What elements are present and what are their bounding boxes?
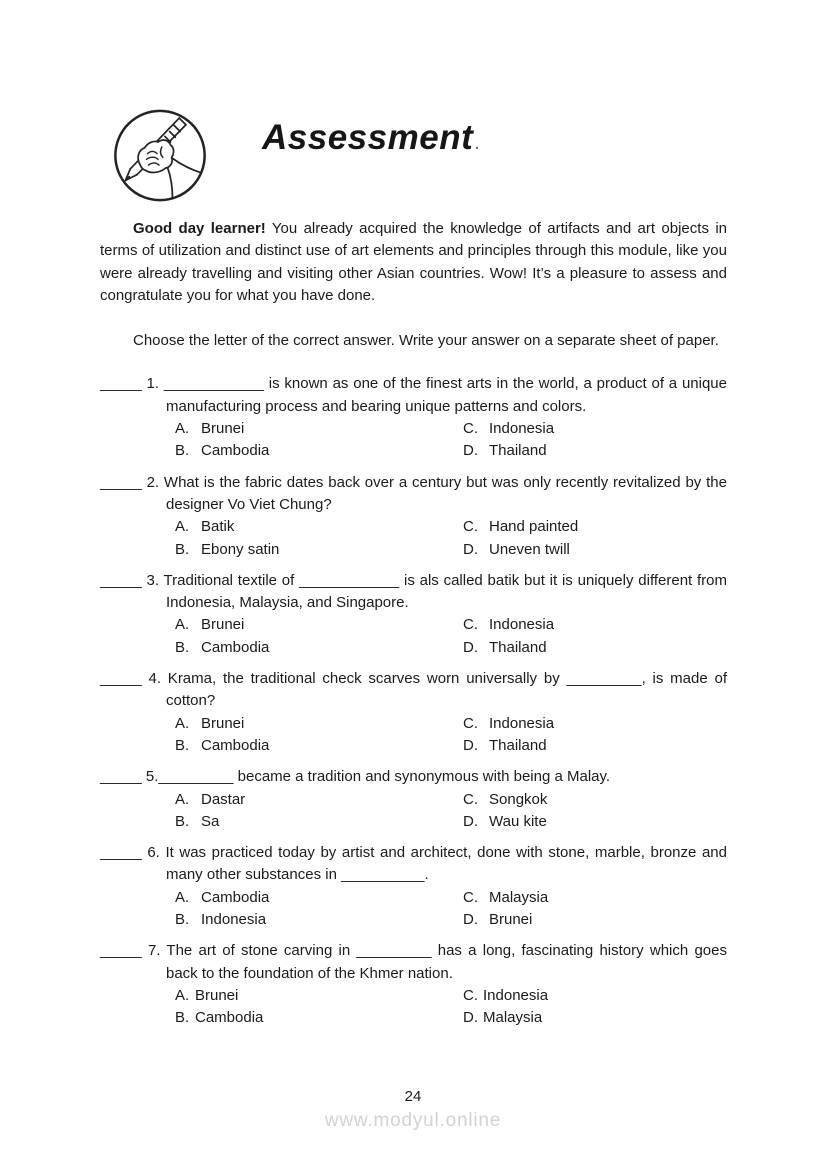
option-letter: A. — [175, 986, 190, 1004]
option-letter: C. — [463, 518, 478, 536]
question-3-option-a — [175, 614, 463, 636]
question-6-options — [100, 887, 727, 932]
option-text: Dastar — [201, 790, 246, 808]
option-text: Thailand — [489, 442, 547, 460]
question-1-option-b — [175, 440, 463, 462]
option-letter: C. — [463, 714, 478, 732]
option-letter: C. — [463, 888, 478, 906]
option-text: Cambodia — [201, 638, 270, 656]
question-2-option-a — [175, 516, 463, 538]
option-text: Cambodia — [201, 442, 270, 460]
option-text: Malaysia — [489, 888, 549, 906]
option-letter: B. — [175, 540, 190, 558]
question-3-option-c — [463, 614, 727, 636]
question-4-option-a — [175, 713, 463, 735]
hand-writing-icon — [112, 106, 208, 205]
question-6-option-c — [463, 887, 727, 909]
option-letter: D. — [463, 911, 478, 929]
question-7-option-c — [463, 985, 727, 1007]
option-text: Indonesia — [483, 986, 549, 1004]
option-text: Sa — [201, 812, 220, 830]
question-2-text: _____ 2. What is the fabric dates back over a century but was only recently revitalized by the designer Vo Viet Chung? — [100, 473, 727, 513]
option-text: Brunei — [489, 911, 533, 929]
option-text: Cambodia — [201, 888, 270, 906]
option-text: Hand painted — [489, 518, 579, 536]
question-4-text: _____ 4. Krama, the traditional check scarves worn universally by _________, is made of cotton? — [100, 670, 727, 710]
intro-paragraph — [100, 218, 727, 307]
question-7-option-b — [175, 1007, 463, 1029]
option-letter: A. — [175, 790, 190, 808]
question-1 — [100, 373, 727, 462]
option-text: Thailand — [489, 638, 547, 656]
question-3 — [100, 570, 727, 659]
question-5 — [100, 766, 727, 833]
question-2-option-b — [175, 539, 463, 561]
option-letter: A. — [175, 518, 190, 536]
watermark: www.modyul.online — [324, 1110, 502, 1132]
question-4-options — [100, 713, 727, 758]
question-7 — [100, 940, 727, 1029]
question-7-option-a — [175, 985, 463, 1007]
question-2-options — [100, 516, 727, 561]
question-2-option-c — [463, 516, 727, 538]
option-letter: C. — [463, 420, 478, 438]
intro-bold-lead: Good day learner! — [133, 220, 266, 237]
question-2 — [100, 472, 727, 561]
option-letter: A. — [175, 420, 190, 438]
option-letter: C. — [463, 790, 478, 808]
option-letter: D. — [463, 540, 478, 558]
page-header — [100, 106, 727, 204]
option-text: Uneven twill — [489, 540, 570, 558]
option-text: Indonesia — [489, 616, 555, 634]
question-6-option-d — [463, 909, 727, 931]
option-letter: D. — [463, 638, 478, 656]
question-6-option-a — [175, 887, 463, 909]
option-letter: B. — [175, 1009, 190, 1027]
option-letter: D. — [463, 812, 478, 830]
question-6-option-b — [175, 909, 463, 931]
page-footer — [0, 1086, 826, 1133]
option-letter: B. — [175, 911, 190, 929]
question-5-options — [100, 789, 727, 834]
question-5-option-b — [175, 811, 463, 833]
option-letter: C. — [463, 616, 478, 634]
option-letter: D. — [463, 1009, 478, 1027]
question-1-option-c — [463, 418, 727, 440]
question-6-text: _____ 6. It was practiced today by artist and architect, done with stone, marble, bronze and many other substances in __________. — [100, 844, 727, 884]
option-text: Brunei — [195, 986, 239, 1004]
question-4-option-b — [175, 735, 463, 757]
option-letter: B. — [175, 638, 190, 656]
question-5-option-c — [463, 789, 727, 811]
question-4-option-c — [463, 713, 727, 735]
option-letter: A. — [175, 616, 190, 634]
question-1-text: _____ 1. ____________ is known as one of the finest arts in the world, a product of a unique manufacturing process and bearing unique patterns and colors. — [100, 375, 727, 415]
page-title-text: Assessment — [262, 118, 474, 157]
question-3-text: _____ 3. Traditional textile of ____________ is als called batik but it is uniquely different from Indonesia, Malaysia, and Singapore. — [100, 571, 727, 612]
question-7-options — [100, 985, 727, 1030]
option-letter: B. — [175, 442, 190, 460]
question-5-text: _____ 5._________ became a tradition and synonymous with being a Malay. — [100, 768, 611, 786]
question-6 — [100, 842, 727, 931]
option-letter: A. — [175, 714, 190, 732]
option-letter: D. — [463, 442, 478, 460]
option-text: Ebony satin — [201, 540, 280, 558]
question-2-option-d — [463, 539, 727, 561]
option-letter: B. — [175, 812, 190, 830]
question-4 — [100, 668, 727, 757]
option-text: Indonesia — [489, 714, 555, 732]
question-7-text: _____ 7. The art of stone carving in _________ has a long, fascinating history which goes back to the foundation of the Khmer nation. — [100, 942, 727, 982]
question-3-options — [100, 614, 727, 659]
option-text: Malaysia — [483, 1009, 543, 1027]
option-text: Cambodia — [195, 1009, 264, 1027]
option-text: Indonesia — [489, 420, 555, 438]
question-7-option-d — [463, 1007, 727, 1029]
option-text: Wau kite — [489, 812, 547, 830]
page-title-period: . — [474, 132, 481, 154]
option-letter: D. — [463, 736, 478, 754]
option-letter: B. — [175, 736, 190, 754]
question-3-option-b — [175, 637, 463, 659]
option-text: Brunei — [201, 420, 245, 438]
instructions-paragraph: Choose the letter of the correct answer. Write your answer on a separate sheet of paper. — [133, 332, 719, 350]
option-text: Brunei — [201, 616, 245, 634]
question-1-options — [100, 418, 727, 463]
question-4-option-d — [463, 735, 727, 757]
page-title — [262, 118, 480, 163]
option-text: Thailand — [489, 736, 547, 754]
question-1-option-a — [175, 418, 463, 440]
option-text: Batik — [201, 518, 235, 536]
option-text: Brunei — [201, 714, 245, 732]
option-text: Songkok — [489, 790, 548, 808]
intro-text: You already acquired the knowledge of artifacts and art objects in terms of utilization and distinct use of art elements and principles through this module, like you were already travelling and visiting other Asian countries. Wow! It’s a pleasure to assess and congratulate you for what you have done. — [100, 220, 727, 304]
page-number: 24 — [404, 1088, 422, 1105]
question-1-option-d — [463, 440, 727, 462]
question-5-option-d — [463, 811, 727, 833]
question-3-option-d — [463, 637, 727, 659]
option-text: Indonesia — [201, 911, 267, 929]
option-text: Cambodia — [201, 736, 270, 754]
option-letter: C. — [463, 986, 478, 1004]
option-letter: A. — [175, 888, 190, 906]
question-5-option-a — [175, 789, 463, 811]
